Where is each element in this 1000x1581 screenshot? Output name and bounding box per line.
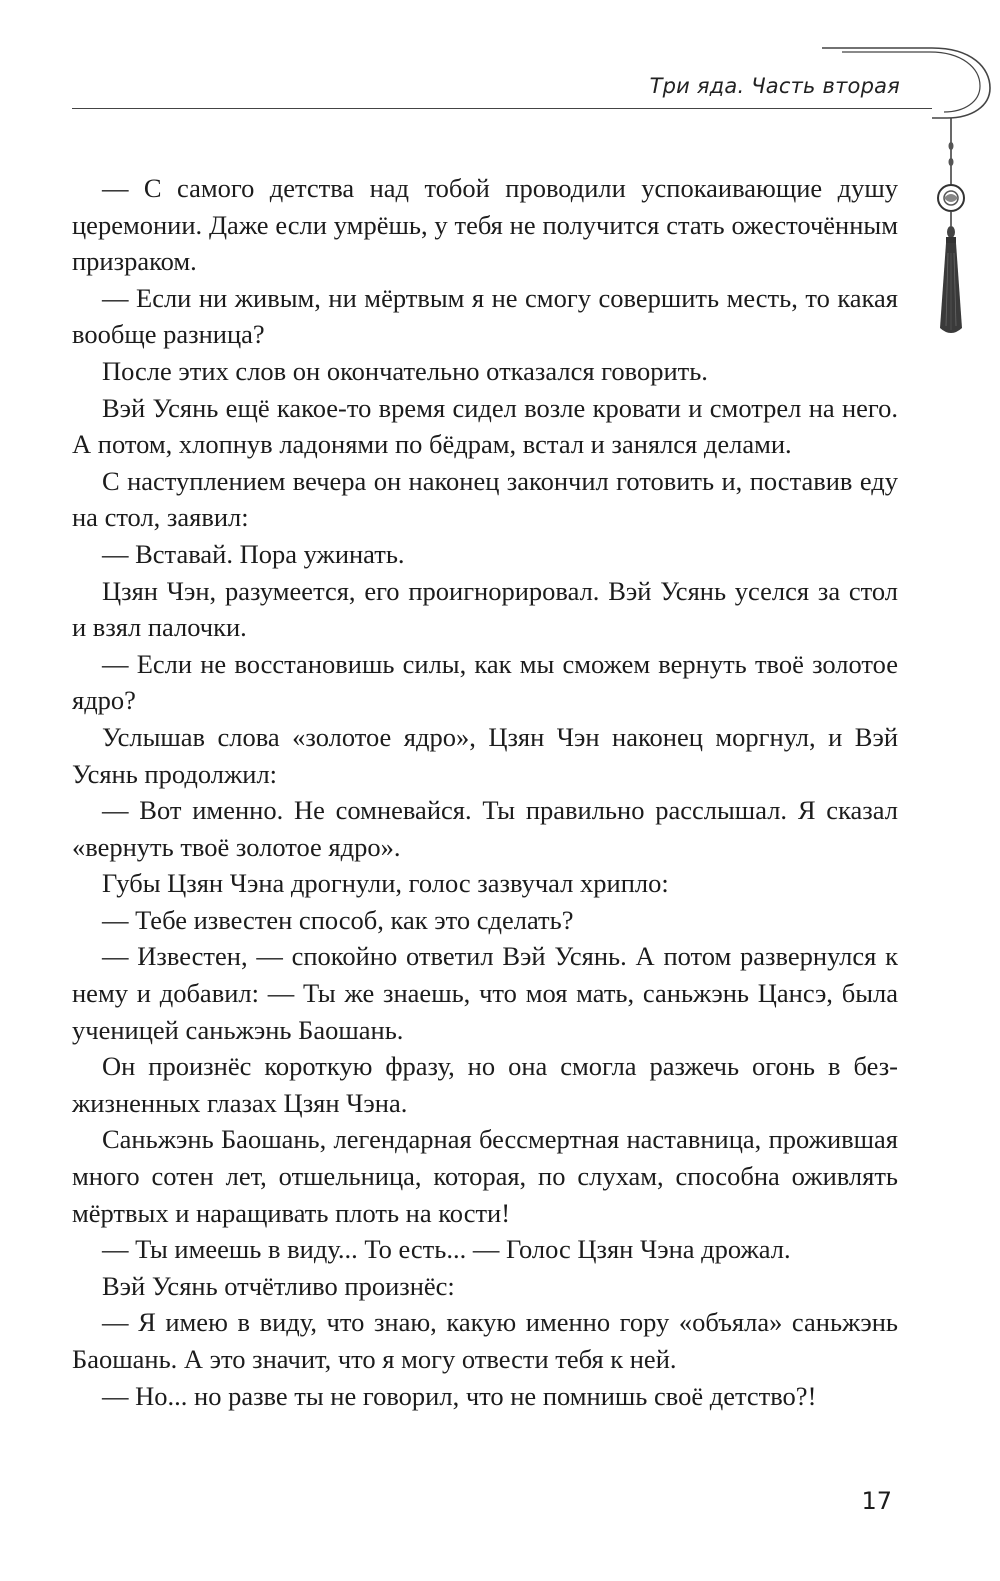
body-text <box>72 170 898 1414</box>
paragraph: Губы Цзян Чэна дрогнули, голос зазвучал хрипло: <box>102 868 669 899</box>
paragraph: — Я имею в виду, что знаю, какую именно гору «объяла» саньжэнь Баошань. А это значит, что я могу отвести тебя к ней. <box>72 1307 898 1374</box>
paragraph: Он произнёс короткую фразу, но она смогла разжечь огонь в безжизненных глазах Цзян Чэна. <box>72 1051 898 1118</box>
paragraph: После этих слов он окончательно отказался говорить. <box>102 355 708 386</box>
paragraph: Цзян Чэн, разумеется, его проигнорировал. Вэй Усянь уселся за стол и взял палочки. <box>72 575 898 643</box>
page-number: 17 <box>861 1487 892 1515</box>
header-divider <box>72 108 932 109</box>
paragraph: Вэй Усянь отчётливо произнёс: <box>102 1270 455 1301</box>
paragraph: Вэй Усянь ещё какое-то время сидел возле кровати и смотрел на него. А потом, хлопнув ладонями по бёдрам, встал и занялся делами. <box>72 392 898 460</box>
paragraph: — Вставай. Пора ужинать. <box>102 538 405 569</box>
running-header-title: Три яда. Часть вторая <box>649 74 900 98</box>
paragraph: — Если не восстановишь силы, как мы сможем вернуть твоё золотое ядро? <box>72 648 898 716</box>
paragraph: — Но... но разве ты не говорил, что не помнишь своё детство?! <box>102 1380 817 1411</box>
paragraph: — Вот именно. Не сомневайся. Ты правильно расслышал. Я сказал «вернуть твоё золотое ядро». <box>72 795 898 862</box>
paragraph: Услышав слова «золотое ядро», Цзян Чэн наконец моргнул, и Вэй Усянь продолжил: <box>72 721 898 789</box>
paragraph: — С самого детства над тобой проводили успокаивающие душу церемонии. Даже если умрёшь, у тебя не получится стать ожесточённым призраком. <box>72 173 898 277</box>
paragraph: С наступлением вечера он наконец закончил готовить и, поставив еду на стол, заявил: <box>72 465 898 533</box>
paragraph: — Тебе известен способ, как это сделать? <box>102 904 574 935</box>
paragraph: — Ты имеешь в виду... То есть... — Голос Цзян Чэна дрожал. <box>102 1234 791 1265</box>
paragraph: Саньжэнь Баошань, легендарная бессмертная наставница, прожившая много сотен лет, отшельница, которая, по слухам, способна оживлять мёртвых и наращивать плоть на кости! <box>72 1124 898 1228</box>
paragraph: — Если ни живым, ни мёртвым я не смогу совершить месть, то какая вообще разница? <box>72 282 898 350</box>
paragraph: — Известен, — спокойно ответил Вэй Усянь. А потом развернулся к нему и добавил: — Ты же знаешь, что моя мать, саньжэнь Цансэ, была ученицей саньжэнь Баошань. <box>72 941 898 1045</box>
